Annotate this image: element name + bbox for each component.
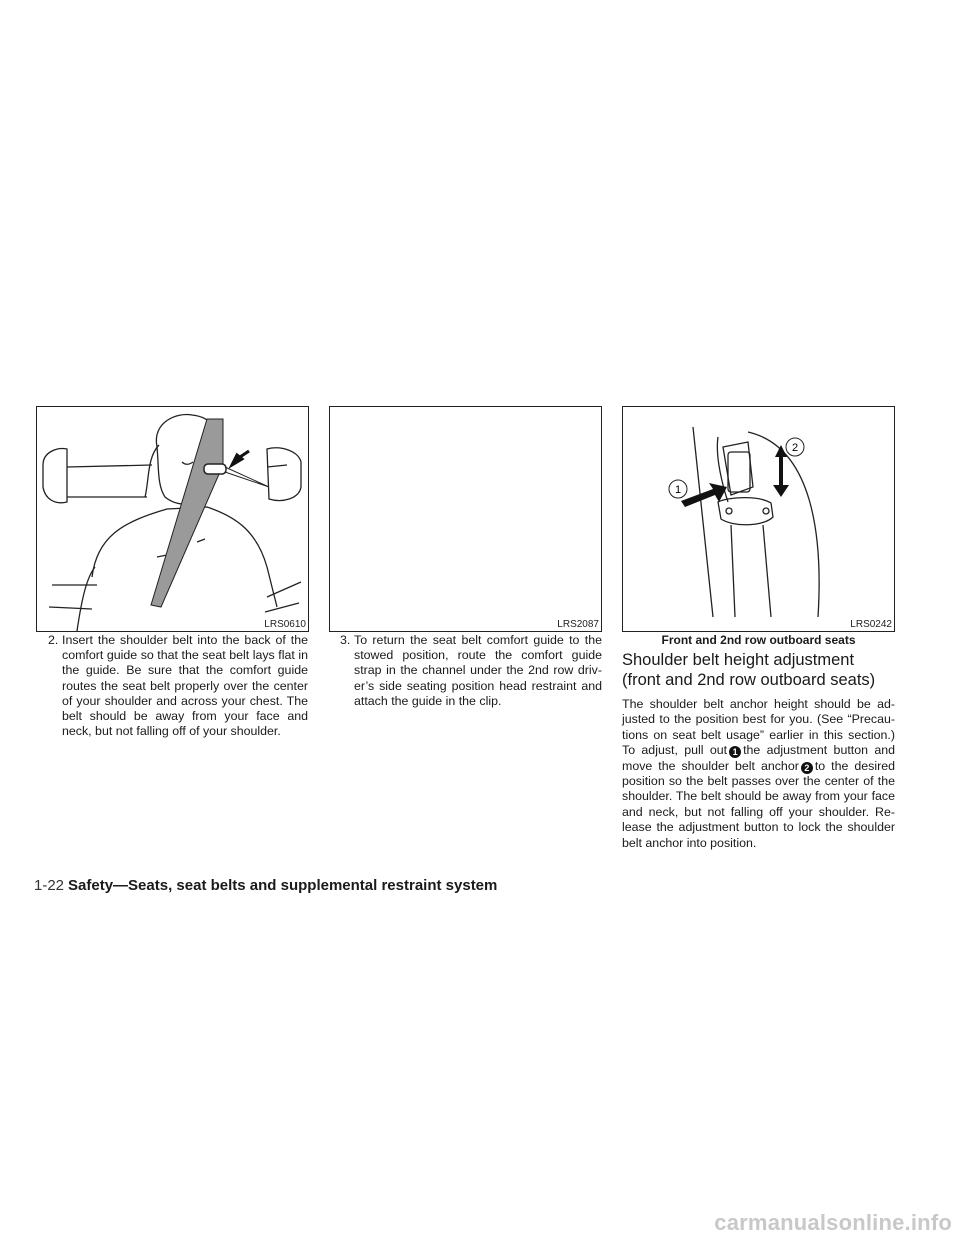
figure-comfort-guide <box>36 406 309 632</box>
occupant-belt-illustration <box>37 407 308 631</box>
figure-code: LRS2087 <box>557 619 599 630</box>
figure-blank <box>329 406 602 632</box>
callout-1-icon: 1 <box>729 746 741 758</box>
anchor-adjustment-illustration <box>623 407 894 631</box>
step-text: To return the seat belt comfort guide to the stowed position, route the comfort guide strap in the channel under the 2nd row driv-er’s side seating position head restraint and attach the guide in the clip. <box>354 633 602 708</box>
watermark: carmanualsonline.info <box>714 1210 952 1235</box>
step-number: 3. <box>340 633 351 647</box>
page-footer <box>34 877 497 895</box>
step-2-paragraph <box>48 633 308 739</box>
step-text: Insert the shoulder belt into the back of the comfort guide so that the seat belt lays flat in the guide. Be sure that the comfort guide routes the seat belt properly over the center of your shoulder and across your chest. The belt should be away from your face and neck, but not falling off of your shoulder. <box>62 633 308 739</box>
step-number: 2. <box>48 633 59 647</box>
figure-caption: Front and 2nd row outboard seats <box>661 633 856 647</box>
svg-text:1: 1 <box>674 484 682 496</box>
section-body-part3: to the desired position so the belt passes over the center of the shoulder. The belt should be away from your face and neck, but not falling off your shoulder. Re-lease the adjustment button to lock the shoulder belt anchor into position. <box>622 758 895 850</box>
step-3-paragraph <box>340 633 602 709</box>
svg-text:2: 2 <box>791 442 799 454</box>
figure-anchor-adjustment <box>622 406 895 632</box>
section-body <box>622 697 895 851</box>
footer-section-title: Safety—Seats, seat belts and supplemental restraint system <box>68 877 498 894</box>
figure-code: LRS0242 <box>850 619 892 630</box>
section-heading: Shoulder belt height adjustment (front and 2nd row outboard seats) <box>622 651 876 689</box>
figure-code: LRS0610 <box>264 619 306 630</box>
section-body-part2: the adjustment button and move the shoulder belt anchor <box>622 743 895 773</box>
section-body-part1: The shoulder belt anchor height should be ad-justed to the position best for you. (See “Precau-tions on seat belt usage” earlier in this section.) To adjust, pull out <box>622 697 895 758</box>
callout-2-icon: 2 <box>801 762 813 774</box>
page-number: 1-22 <box>34 877 65 894</box>
